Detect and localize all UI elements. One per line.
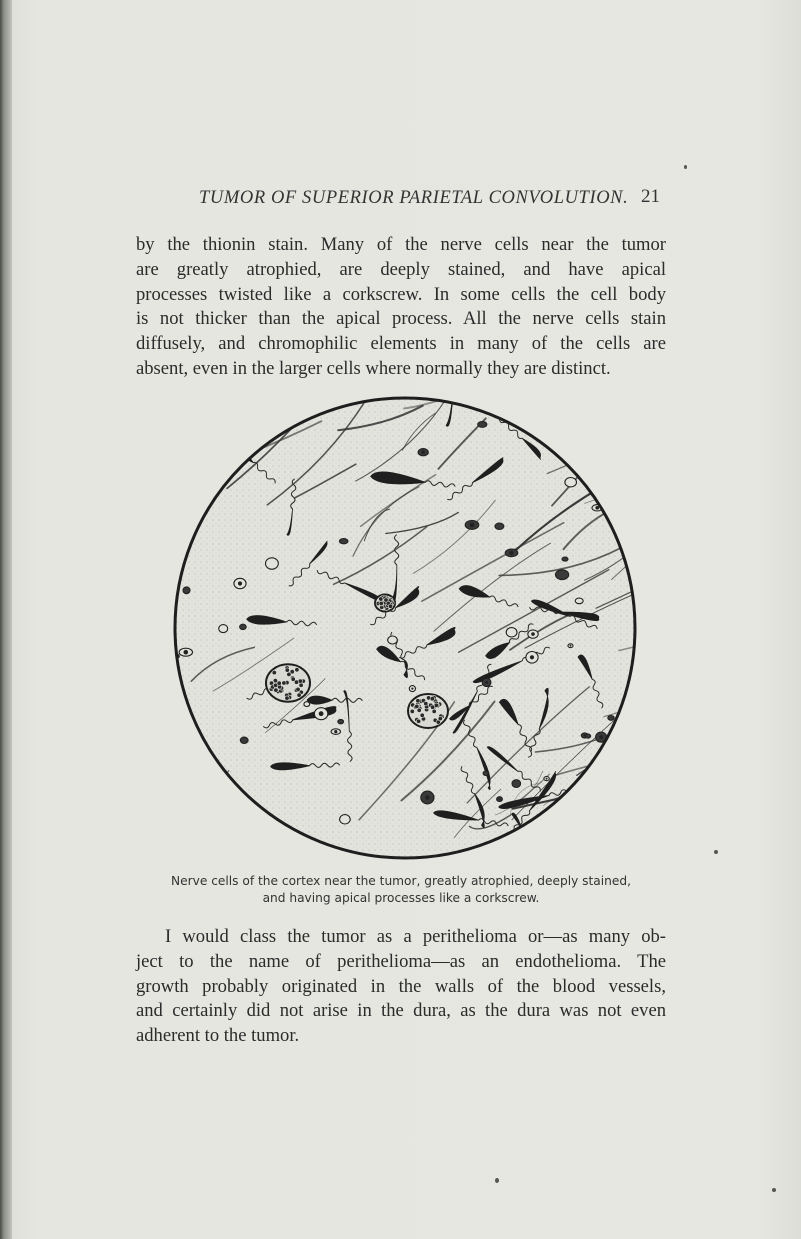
figure-caption [120, 873, 682, 907]
text-line: diffusely, and chromophilic elements in many of the cells are [136, 333, 666, 355]
page-number: 21 [641, 186, 660, 207]
text-line: absent, even in the larger cells where normally they are distinct. [136, 357, 611, 379]
page-binding-edge [0, 0, 12, 1239]
text-line: adherent to the tumor. [136, 1025, 300, 1047]
text-line: I would class the tumor as a perithelioma or—as many ob- [165, 926, 666, 947]
text-line: ject to the name of perithelioma—as an endothelioma. The [136, 950, 666, 972]
microscope-illustration [170, 393, 640, 863]
ink-speck [772, 1188, 776, 1192]
caption-line: Nerve cells of the cortex near the tumor, greatly atrophied, deeply stained, [171, 874, 631, 888]
paragraph-2 [136, 925, 666, 1049]
text-line: and certainly did not arise in the dura, as the dura was not even [136, 1000, 666, 1022]
text-line: are greatly atrophied, are deeply stained, and have apical [136, 258, 666, 280]
text-line: by the thionin stain. Many of the nerve cells near the tumor [136, 234, 666, 255]
caption-line: and having apical processes like a corkscrew. [262, 891, 540, 905]
text-line: growth probably originated in the walls of the blood vessels, [136, 975, 666, 997]
ink-speck [684, 165, 687, 169]
running-title: TUMOR OF SUPERIOR PARIETAL CONVOLUTION. [199, 188, 629, 208]
text-line: processes twisted like a corkscrew. In some cells the cell body [136, 283, 666, 305]
paragraph-1 [136, 233, 666, 382]
text-line: is not thicker than the apical process. All the nerve cells stain [136, 308, 666, 330]
ink-speck [714, 850, 718, 854]
ink-speck [495, 1178, 499, 1183]
